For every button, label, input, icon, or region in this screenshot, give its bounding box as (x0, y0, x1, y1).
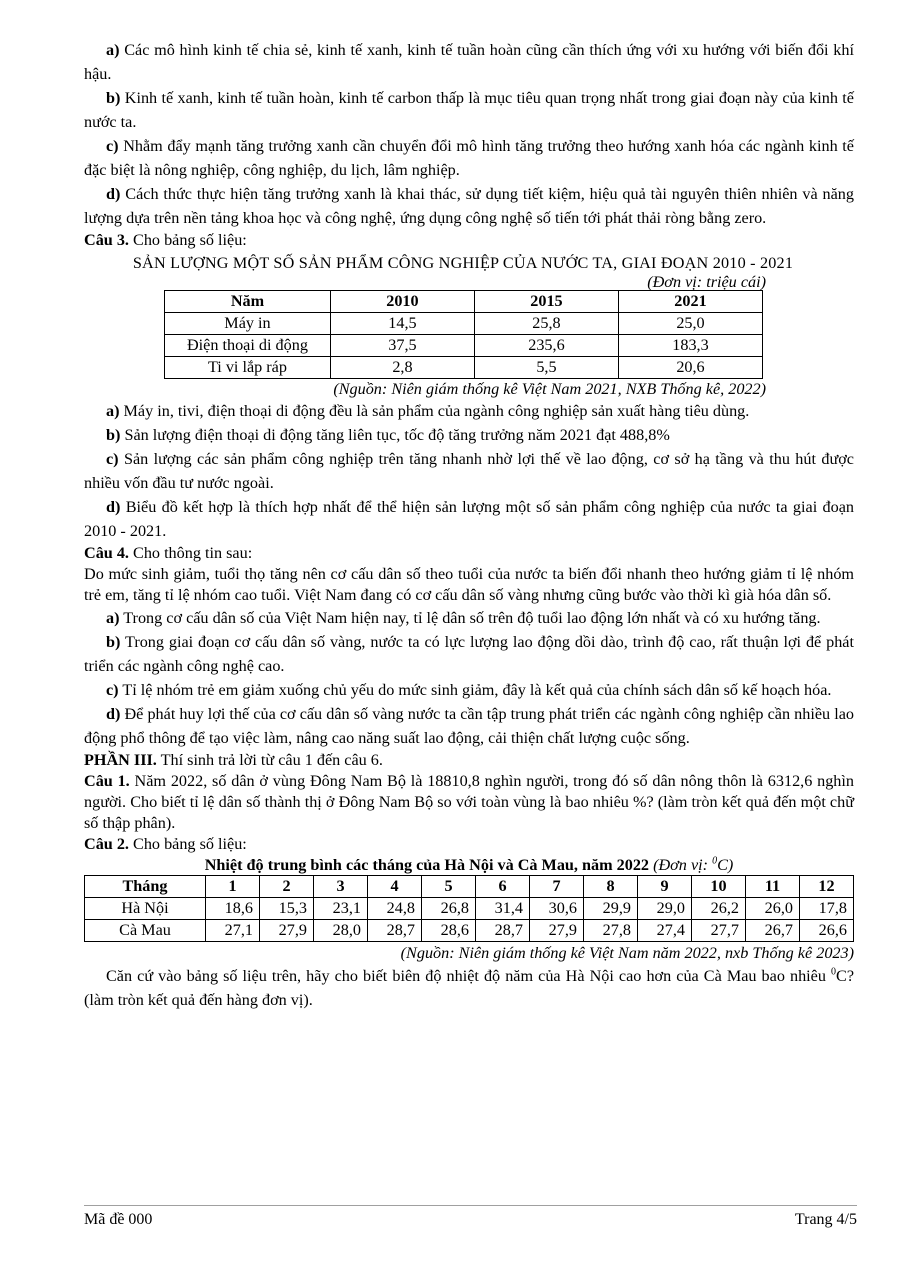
table-cell: 27,9 (530, 920, 584, 942)
q3-item-a: a) Máy in, tivi, điện thoại di động đều là sản phẩm của ngành công nghiệp sản xuất hàng tiêu dùng. (106, 402, 750, 420)
table-cell: 27,7 (692, 920, 746, 942)
table-cell: 25,0 (618, 313, 762, 335)
header-cell: 12 (800, 876, 854, 898)
q3-item-d: d) Biểu đồ kết hợp là thích hợp nhất để thể hiện sản lượng một số sản phẩm công nghiệp của nước ta giai đoạn 2010 - 2021. (84, 498, 854, 540)
header-cell: 3 (314, 876, 368, 898)
table-cell: 23,1 (314, 898, 368, 920)
header-cell: 4 (368, 876, 422, 898)
header-cell: 2 (260, 876, 314, 898)
q2-item-a: a) Các mô hình kinh tế chia sẻ, kinh tế xanh, kinh tế tuần hoàn cũng cần thích ứng với xu hướng với biến đổi khí hậu. (84, 41, 854, 83)
q2-item-d: d) Cách thức thực hiện tăng trưởng xanh là khai thác, sử dụng tiết kiệm, hiệu quả tài nguyên thiên nhiên và năng lượng dựa trên nền tảng khoa học và công nghệ, ứng dụng công nghệ số tiến tới phát thải ròng bằng zero. (84, 185, 854, 227)
table-cell: 24,8 (368, 898, 422, 920)
table-cell: 29,0 (638, 898, 692, 920)
row-label: Điện thoại di động (165, 335, 331, 357)
header-cell: 7 (530, 876, 584, 898)
table-row (165, 357, 763, 379)
q4-item-d: d) Để phát huy lợi thế của cơ cấu dân số vàng nước ta cần tập trung phát triển các ngành công nghiệp cần nhiều lao động phổ thông để tạo việc làm, nâng cao năng suất lao động, cải thiện chất lượng cuộc sống. (84, 705, 854, 747)
table-cell: 28,0 (314, 920, 368, 942)
q4-heading: Câu 4. Cho thông tin sau: (84, 544, 253, 562)
header-cell: 10 (692, 876, 746, 898)
table-cell: 29,9 (584, 898, 638, 920)
exam-page (84, 38, 854, 1012)
table-cell: 27,9 (260, 920, 314, 942)
row-label: Ti vi lắp ráp (165, 357, 331, 379)
table-cell: 26,6 (800, 920, 854, 942)
table-cell: 28,7 (368, 920, 422, 942)
q2-item-c: c) Nhằm đẩy mạnh tăng trưởng xanh cần chuyển đổi mô hình tăng trưởng theo hướng xanh hóa các ngành kinh tế đặc biệt là nông nghiệp, công nghiệp, du lịch, lâm nghiệp. (84, 137, 854, 179)
table-cell: 31,4 (476, 898, 530, 920)
table-row (85, 898, 854, 920)
exam-code: Mã đề 000 (84, 1211, 153, 1228)
table-cell: 2,8 (330, 357, 474, 379)
table-cell: 27,1 (206, 920, 260, 942)
table-cell: 30,6 (530, 898, 584, 920)
part3-q1: Câu 1. Năm 2022, số dân ở vùng Đông Nam Bộ là 18810,8 nghìn người, trong đó số dân nông thôn là 6312,6 nghìn người. Cho biết tỉ lệ dân số thành thị ở Đông Nam Bộ so với toàn vùng là bao nhiêu %? (làm tròn kết quả đến một chữ số thập phân). (84, 772, 854, 832)
part3-q2-question: Căn cứ vào bảng số liệu trên, hãy cho biết biên độ nhiệt độ năm của Hà Nội cao hơn của Cà Mau bao nhiêu $^0$C? (làm tròn kết quả đến hàng đơn vị). (84, 966, 854, 1009)
table-cell: 26,0 (746, 898, 800, 920)
temp-table-title: Nhiệt độ trung bình các tháng của Hà Nội và Cà Mau, năm 2022 (Đơn vị: $^0$C) (204, 855, 734, 874)
footer-divider (84, 1205, 857, 1206)
page-number: Trang 4/5 (794, 1211, 857, 1228)
q3-table-unit: (Đơn vị: triệu cái) (647, 273, 766, 291)
temp-table-source: (Nguồn: Niên giám thống kê Việt Nam năm 2022, nxb Thống kê 2023) (400, 944, 854, 962)
part3-q2-heading: Câu 2. Cho bảng số liệu: (84, 835, 247, 853)
table-row (165, 313, 763, 335)
q4-passage: Do mức sinh giảm, tuổi thọ tăng nên cơ cấu dân số theo tuổi của nước ta biến đổi nhanh theo hướng giảm tỉ lệ nhóm trẻ em, tăng tỉ lệ nhóm cao tuổi. Việt Nam đang có cơ cấu dân số vàng nhưng cũng bước vào thời kì già hóa dân số. (84, 565, 854, 604)
table-cell: 17,8 (800, 898, 854, 920)
q3-table-title: SẢN LƯỢNG MỘT SỐ SẢN PHẨM CÔNG NGHIỆP CỦA NƯỚC TA, GIAI ĐOẠN 2010 - 2021 (132, 254, 794, 272)
table-cell: 27,8 (584, 920, 638, 942)
header-cell: 5 (422, 876, 476, 898)
q3-table-source: (Nguồn: Niên giám thống kê Việt Nam 2021, NXB Thống kê, 2022) (333, 380, 766, 398)
table-header-row (165, 291, 763, 313)
q2-item-b: b) Kinh tế xanh, kinh tế tuần hoàn, kinh tế carbon thấp là mục tiêu quan trọng nhất trong giai đoạn này của kinh tế nước ta. (84, 89, 854, 131)
row-label: Cà Mau (85, 920, 206, 942)
table-cell: 28,6 (422, 920, 476, 942)
header-cell: 2015 (474, 291, 618, 313)
table-row (165, 335, 763, 357)
q3-item-b: b) Sản lượng điện thoại di động tăng liên tục, tốc độ tăng trưởng năm 2021 đạt 488,8% (106, 426, 670, 444)
q4-item-b: b) Trong giai đoạn cơ cấu dân số vàng, nước ta có lực lượng lao động dồi dào, trình độ cao, rất thuận lợi để phát triển các ngành công nghệ cao. (84, 633, 854, 675)
q3-heading: Câu 3. Cho bảng số liệu: (84, 231, 247, 249)
header-cell: 1 (206, 876, 260, 898)
table-cell: 25,8 (474, 313, 618, 335)
row-label: Hà Nội (85, 898, 206, 920)
table-cell: 14,5 (330, 313, 474, 335)
table-cell: 235,6 (474, 335, 618, 357)
header-cell: 11 (746, 876, 800, 898)
table-cell: 27,4 (638, 920, 692, 942)
header-cell: 2021 (618, 291, 762, 313)
q4-item-c: c) Tỉ lệ nhóm trẻ em giảm xuống chủ yếu do mức sinh giảm, đây là kết quả của chính sách dân số kế hoạch hóa. (106, 681, 832, 699)
page-footer (84, 1210, 857, 1230)
header-cell: Năm (165, 291, 331, 313)
q4-item-a: a) Trong cơ cấu dân số của Việt Nam hiện nay, tỉ lệ dân số trên độ tuổi lao động lớn nhất và có xu hướng tăng. (106, 609, 821, 627)
table-row (85, 920, 854, 942)
table-header-row (85, 876, 854, 898)
table-cell: 28,7 (476, 920, 530, 942)
table-cell: 183,3 (618, 335, 762, 357)
temperature-table (84, 875, 854, 942)
table-cell: 18,6 (206, 898, 260, 920)
part3-heading: PHẦN III. Thí sinh trả lời từ câu 1 đến câu 6. (84, 751, 383, 769)
q3-table (164, 290, 763, 379)
table-cell: 37,5 (330, 335, 474, 357)
q3-item-c: c) Sản lượng các sản phẩm công nghiệp trên tăng nhanh nhờ lợi thế về lao động, cơ sở hạ tầng và thu hút được nhiều vốn đầu tư nước ngoài. (84, 450, 854, 492)
header-cell: Tháng (85, 876, 206, 898)
table-cell: 5,5 (474, 357, 618, 379)
table-cell: 15,3 (260, 898, 314, 920)
table-cell: 26,8 (422, 898, 476, 920)
header-cell: 8 (584, 876, 638, 898)
header-cell: 9 (638, 876, 692, 898)
table-cell: 26,7 (746, 920, 800, 942)
row-label: Máy in (165, 313, 331, 335)
table-cell: 20,6 (618, 357, 762, 379)
header-cell: 2010 (330, 291, 474, 313)
table-cell: 26,2 (692, 898, 746, 920)
header-cell: 6 (476, 876, 530, 898)
